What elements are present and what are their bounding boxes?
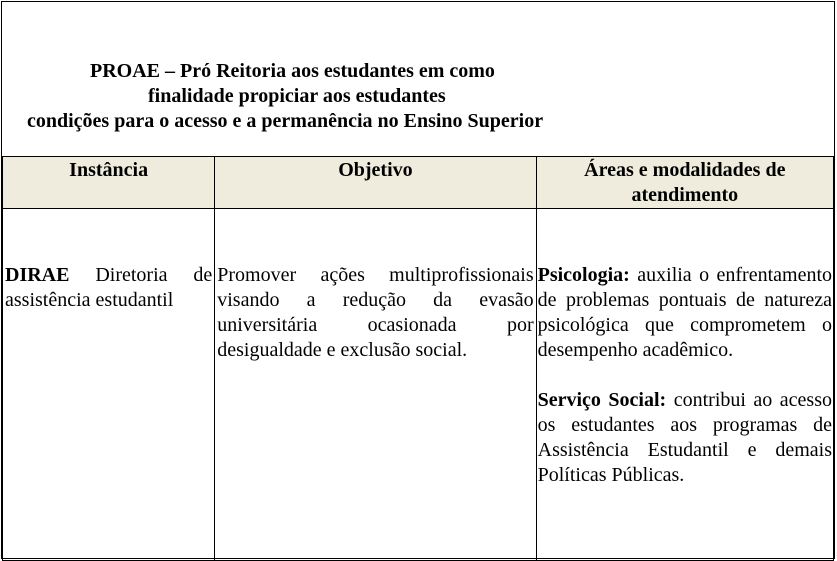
- title-line-3: condições para o acesso e a permanência no Ensino Superior: [27, 110, 544, 132]
- table-row: [3, 209, 834, 561]
- title-line-1: PROAE – Pró Reitoria aos estudantes em como: [90, 60, 495, 82]
- area-text: auxilia o enfrentamento de problemas pontuais de natureza psicológica que comprometem o desempenho acadêmico.: [537, 264, 832, 361]
- cell-instancia: [3, 209, 215, 561]
- header-cell-instancia: Instância: [3, 157, 215, 209]
- table-header-row: [3, 157, 834, 209]
- instancia-description: Diretoria de assistência estudantil: [5, 264, 213, 311]
- header-cell-objetivo: Objetivo: [215, 157, 536, 209]
- title-area: [2, 2, 834, 156]
- cell-areas: [536, 209, 833, 561]
- header-cell-areas: Áreas e modalidades de atendimento: [536, 157, 833, 209]
- document-frame: [1, 1, 835, 559]
- area-label: Psicologia:: [537, 264, 630, 286]
- area-label: Serviço Social:: [537, 389, 667, 411]
- objetivo-text: Promover ações multiprofissionais visando a redução da evasão universitária ocasionada por desigualdade e exclusão social.: [217, 264, 534, 361]
- area-text: contribui ao acesso os estudantes aos programas de Assistência Estudantil e demais Políticas Públicas.: [537, 389, 832, 486]
- area-psicologia: [538, 263, 832, 363]
- area-servico-social: [538, 388, 832, 488]
- instancia-acronym: DIRAE: [5, 264, 70, 286]
- services-table: [2, 156, 834, 561]
- title-line-2: finalidade propiciar aos estudantes: [148, 85, 446, 107]
- cell-objetivo: [215, 209, 536, 561]
